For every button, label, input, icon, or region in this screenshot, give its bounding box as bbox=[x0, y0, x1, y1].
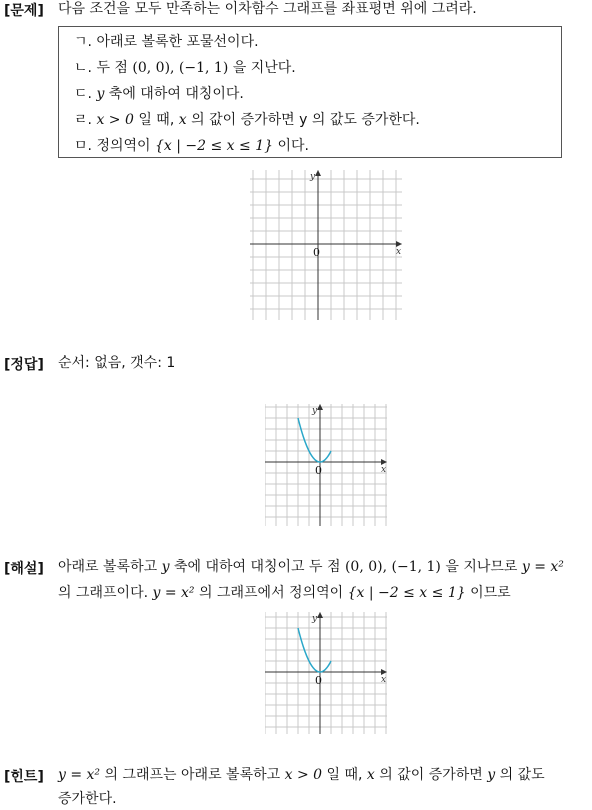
y-axis-label: y bbox=[312, 406, 318, 416]
answer-tag: [정답] bbox=[4, 357, 44, 373]
condition-mark: ㄹ. bbox=[74, 112, 92, 128]
origin-label: 0 bbox=[315, 464, 322, 477]
y-axis-label: y bbox=[310, 172, 316, 182]
condition-item: ㄹ. x > 0 일 때, x 의 값이 증가하면 y 의 값도 증가한다. bbox=[74, 112, 420, 128]
explanation-section bbox=[0, 556, 592, 736]
conditions-box bbox=[58, 26, 562, 158]
y-axis-label: y bbox=[312, 614, 318, 624]
x-axis-label: x bbox=[381, 675, 387, 685]
condition-item: ㄱ. 아래로 볼록한 포물선이다. bbox=[74, 34, 259, 50]
hint-section bbox=[0, 764, 592, 809]
condition-mark: ㄴ. bbox=[74, 60, 92, 76]
problem-grid-graph bbox=[250, 170, 402, 320]
hint-line-1: y = x² 의 그래프는 아래로 볼록하고 x > 0 일 때, x 의 값이 증가하면 y 의 값도 bbox=[58, 767, 545, 783]
hint-tag: [힌트] bbox=[4, 769, 44, 785]
explanation-tag: [해설] bbox=[4, 561, 44, 577]
answer-text: 순서: 없음, 갯수: 1 bbox=[58, 355, 176, 371]
x-axis-label: x bbox=[396, 247, 402, 257]
problem-tag: [문제] bbox=[4, 3, 44, 19]
origin-label: 0 bbox=[315, 674, 322, 687]
x-axis-label: x bbox=[381, 465, 387, 475]
condition-item: ㄷ. y 축에 대하여 대칭이다. bbox=[74, 86, 244, 102]
condition-item: ㄴ. 두 점 (0, 0), (−1, 1) 을 지난다. bbox=[74, 60, 296, 76]
answer-section bbox=[0, 352, 592, 532]
condition-mark: ㄷ. bbox=[74, 86, 92, 102]
y-axis-arrow-icon bbox=[317, 612, 323, 618]
problem-section bbox=[0, 0, 592, 330]
origin-label: 0 bbox=[313, 246, 320, 259]
explanation-graph bbox=[265, 612, 387, 734]
problem-instruction: 다음 조건을 모두 만족하는 이차함수 그래프를 좌표평면 위에 그려라. bbox=[58, 1, 477, 17]
y-axis-arrow-icon bbox=[315, 170, 321, 176]
condition-mark: ㅁ. bbox=[74, 138, 92, 154]
explanation-line-1: 아래로 볼록하고 y 축에 대하여 대칭이고 두 점 (0, 0), (−1, 1) 을 지나므로 y = x² bbox=[58, 559, 564, 575]
hint-line-2: 증가한다. bbox=[58, 791, 117, 807]
answer-graph bbox=[265, 404, 387, 526]
condition-mark: ㄱ. bbox=[74, 34, 92, 50]
condition-item: ㅁ. 정의역이 {x | −2 ≤ x ≤ 1} 이다. bbox=[74, 138, 309, 154]
explanation-line-2: 의 그래프이다. y = x² 의 그래프에서 정의역이 {x | −2 ≤ x ≤ 1} 이므로 bbox=[58, 585, 511, 601]
